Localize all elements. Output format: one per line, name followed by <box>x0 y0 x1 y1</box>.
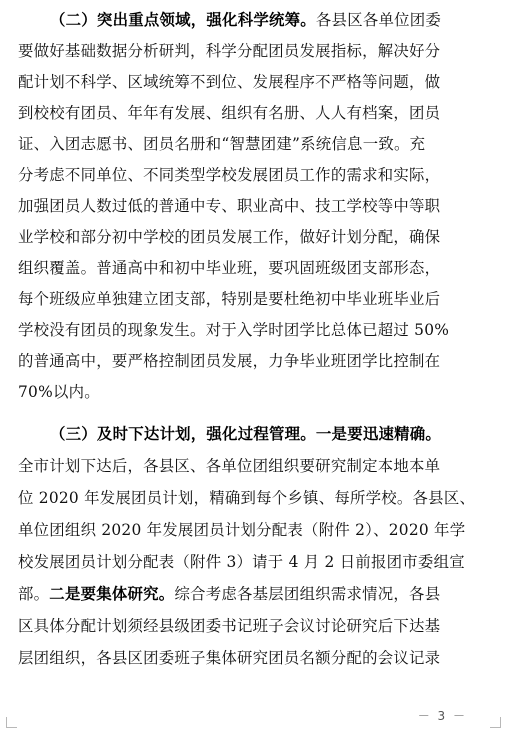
paragraph-2-line-10: 每个班级应单独建立团支部，特别是要杜绝初中毕业班毕业后 <box>18 290 441 308</box>
paragraph-2-line-2: 要做好基础数据分析研判，科学分配团员发展指标，解决好分 <box>18 42 441 60</box>
paragraph-2-line-5: 证、入团志愿书、团员名册和“智慧团建”系统信息一致。充 <box>18 135 426 153</box>
paragraph-3-line-4: 单位团组织 2020 年发展团员计划分配表（附件 2）、2020 年学 <box>18 521 466 539</box>
paragraph-3-line-6: 部。二是要集体研究。综合考虑各基层团组织需求情况，各县 <box>18 585 441 603</box>
paragraph-2-line-7: 加强团员人数过低的普通中专、职业高中、技工学校等中等职 <box>18 197 441 215</box>
paragraph-2-line-1: （二）突出重点领域，强化科学统筹。各县区各单位团委 <box>50 11 442 29</box>
subpoint-1: 一是要迅速精确。 <box>315 425 442 443</box>
page-corner-mark-left <box>6 717 17 728</box>
paragraph-3-line-8: 层团组织，各县区团委班子集体研究团员名额分配的会议记录 <box>18 649 441 667</box>
paragraph-3-line-3: 位 2020 年发展团员计划，精确到每个乡镇、每所学校。各县区、 <box>18 489 476 507</box>
subpoint-2: 二是要集体研究。 <box>49 585 175 603</box>
paragraph-3-line-1 <box>50 423 490 445</box>
section-heading-3: （三）及时下达计划，强化过程管理。 <box>50 425 316 443</box>
paragraph-2-line-9: 组织覆盖。普通高中和初中毕业班，要巩固班级团支部形态， <box>18 259 441 277</box>
paragraph-3-line-7: 区具体分配计划须经县级团委书记班子会议讨论研究后下达基 <box>18 617 441 635</box>
page-number: － 3 － <box>417 709 467 723</box>
paragraph-2-line-12: 的普通高中，要严格控制团员发展，力争毕业班团学比控制在 <box>18 352 441 370</box>
paragraph-2-line-4: 到校校有团员、年年有发展、组织有名册、人人有档案，团员 <box>18 104 441 122</box>
paragraph-2-line-6: 分考虑不同单位、不同类型学校发展团员工作的需求和实际， <box>18 166 441 184</box>
paragraph-2-line-13: 70%以内。 <box>18 383 100 401</box>
section-heading-2: （二）突出重点领域，强化科学统筹。 <box>50 11 316 29</box>
paragraph-2-line-11: 学校没有团员的现象发生。对于入学时团学比总体已超过 50% <box>18 321 450 339</box>
paragraph-2-line-3: 配计划不科学、区域统筹不到位、发展程序不严格等问题，做 <box>18 73 441 91</box>
paragraph-3-line-2: 全市计划下达后，各县区、各单位团组织要研究制定本地本单 <box>18 457 441 475</box>
paragraph-2-line-8: 业学校和部分初中学校的团员发展工作，做好计划分配，确保 <box>18 228 441 246</box>
paragraph-3-line-5: 校发展团员计划分配表（附件 3）请于 4 月 2 日前报团市委组宣 <box>18 553 465 571</box>
page-corner-mark-right <box>490 717 501 728</box>
